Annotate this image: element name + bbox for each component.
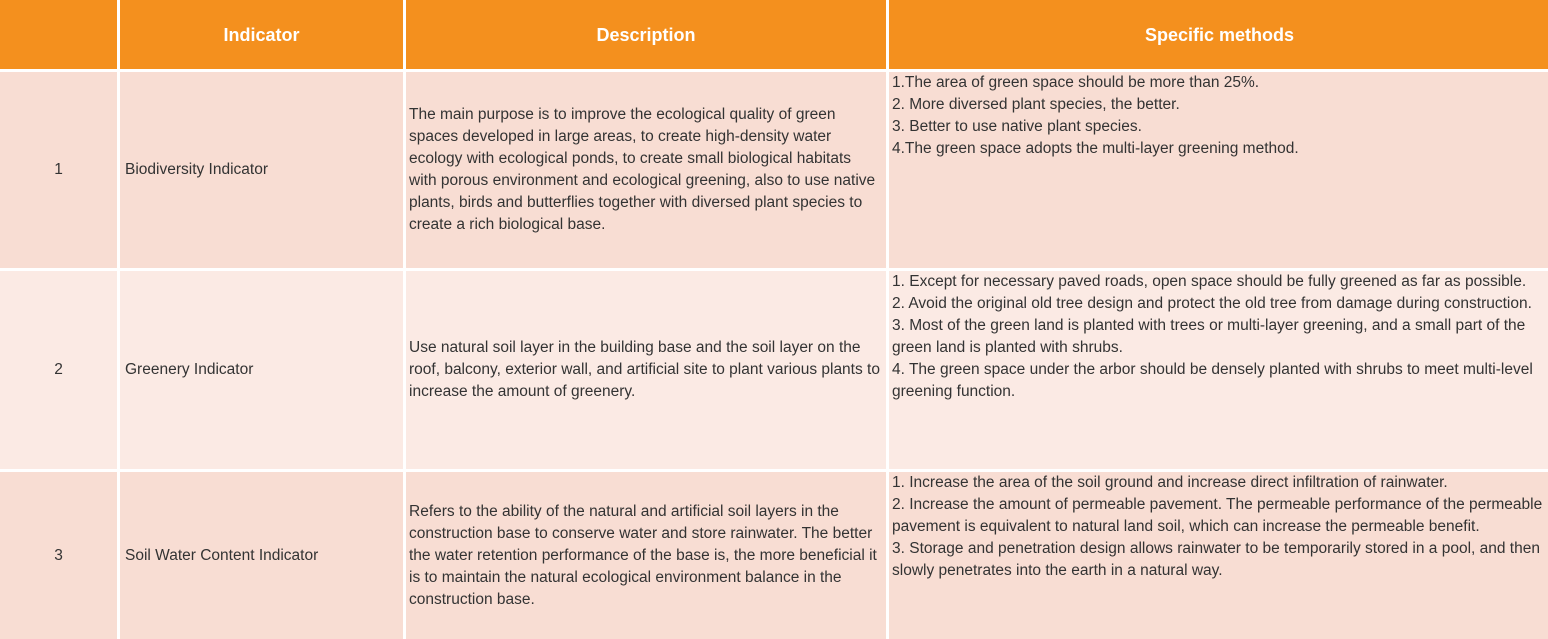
method-item: 3. Better to use native plant species. xyxy=(892,118,1142,135)
method-item: 4. The green space under the arbor should be densely planted with shrubs to meet multi-level greening function. xyxy=(892,361,1533,400)
row-3-methods xyxy=(889,472,1548,639)
method-item: 2. Avoid the original old tree design and protect the old tree from damage during construction. xyxy=(892,295,1532,312)
row-3-number: 3 xyxy=(0,472,117,639)
row-1-indicator: Biodiversity Indicator xyxy=(120,72,403,268)
header-cell-number xyxy=(0,0,117,69)
method-item: 2. More diversed plant species, the better. xyxy=(892,96,1180,113)
row-2-indicator: Greenery Indicator xyxy=(120,271,403,469)
method-item: 1. Increase the area of the soil ground and increase direct infiltration of rainwater. xyxy=(892,474,1448,491)
row-3-description: Refers to the ability of the natural and artificial soil layers in the construction base to conserve water and store rainwater. The better the water retention performance of the base is, the more beneficial it is to maintain the natural ecological environment balance in the construction base. xyxy=(406,472,886,639)
header-cell-methods: Specific methods xyxy=(889,0,1548,69)
method-item: 4.The green space adopts the multi-layer greening method. xyxy=(892,140,1299,157)
method-item: 1. Except for necessary paved roads, open space should be fully greened as far as possible. xyxy=(892,273,1527,290)
header-cell-indicator: Indicator xyxy=(120,0,403,69)
method-item: 3. Storage and penetration design allows rainwater to be temporarily stored in a pool, and then slowly penetrates into the earth in a natural way. xyxy=(892,540,1540,579)
row-1-methods xyxy=(889,72,1548,268)
row-2-number: 2 xyxy=(0,271,117,469)
header-cell-description: Description xyxy=(406,0,886,69)
row-2-methods xyxy=(889,271,1548,469)
row-1-number: 1 xyxy=(0,72,117,268)
method-item: 2. Increase the amount of permeable pavement. The permeable performance of the permeable pavement is equivalent to natural land soil, which can increase the permeable benefit. xyxy=(892,496,1543,535)
row-2-description: Use natural soil layer in the building base and the soil layer on the roof, balcony, exterior wall, and artificial site to plant various plants to increase the amount of greenery. xyxy=(406,271,886,469)
row-3-indicator: Soil Water Content Indicator xyxy=(120,472,403,639)
row-1-description: The main purpose is to improve the ecological quality of green spaces developed in large areas, to create high-density water ecology with ecological ponds, to create small biological habitats with porous environment and ecological greening, also to use native plants, birds and butterflies together with diversed plant species to create a rich biological base. xyxy=(406,72,886,268)
method-item: 1.The area of green space should be more than 25%. xyxy=(892,74,1260,91)
method-item: 3. Most of the green land is planted with trees or multi-layer greening, and a small part of the green land is planted with shrubs. xyxy=(892,317,1526,356)
